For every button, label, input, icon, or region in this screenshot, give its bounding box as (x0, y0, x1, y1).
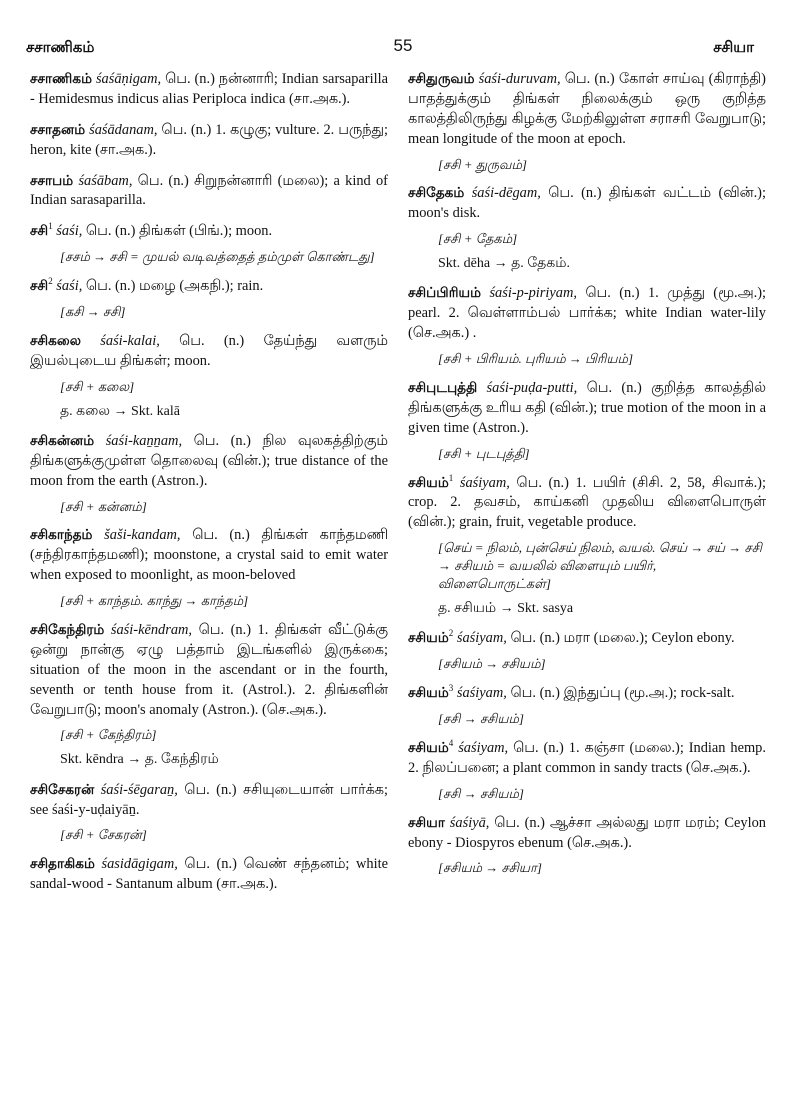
entry-text (30, 277, 388, 297)
transliteration: śaśi-śēgaraṉ, (100, 781, 178, 798)
dictionary-entry (30, 222, 388, 266)
homonym-number: 2 (448, 628, 454, 639)
dictionary-entry (408, 629, 766, 673)
page-number: 55 (393, 36, 413, 55)
entry-text (30, 332, 388, 372)
transliteration: śaśi-duruvam, (478, 71, 561, 87)
transliteration: šaši-kandam, (104, 527, 181, 544)
entry-text (30, 526, 388, 586)
entry-text (30, 781, 388, 821)
entry-text (408, 184, 766, 224)
definition: பெ. (n.) கோள் சாய்வு (கிராந்தி) பாதத்துக்கும் திங்கள் நிலைக்கும் ஒரு குறித்த காலத்திலிருந்து கிழக்கு மேற்கிலுள்ள சராசரி வேறுபாடு; mean longitude of the moon at epoch. (408, 71, 766, 147)
etymology: [சசி + தேகம்] (438, 231, 518, 247)
entry-text (408, 739, 766, 779)
entry-text (408, 684, 766, 704)
dictionary-entry (30, 70, 388, 110)
derivation-note: Skt. kēndra → த. கேந்திரம் (60, 752, 219, 768)
transliteration: śaśi-kaṉṉam, (105, 432, 183, 449)
transliteration: śaśi, (56, 278, 83, 295)
header-last-word: சசியா (713, 38, 754, 56)
etymology: [சசி → சசியம்] (438, 785, 524, 801)
derivation-note: த. கலை → Skt. kalā (60, 403, 180, 419)
headword: சசிகலை (30, 332, 82, 349)
definition: பெ. (n.) திங்கள் வட்டம் (வின்.); moon's disk. (408, 185, 766, 222)
etymology: [சசி → சசியம்] (438, 711, 524, 726)
etymology: [செய் = நிலம், புன்செய் நிலம், வயல். செய் → சய் → சசி → சசியம் = வயலில் விளையும் பயிர், விளைபொருட்கள்] (438, 540, 762, 592)
dictionary-entry (408, 184, 766, 273)
transliteration: śaśiyam, (456, 630, 507, 647)
entry-text (408, 379, 766, 439)
entry-text (30, 70, 388, 110)
dictionary-entry (408, 684, 766, 728)
homonym-number: 2 (48, 276, 53, 287)
definition: பெ. (n.) நில வுலகத்திற்கும் திங்களுக்குமுள்ள தொலைவு (வின்.); true distance of the moon from the earth (Astron.). (30, 432, 388, 489)
homonym-number: 1 (448, 472, 454, 483)
definition: பெ. (n.) நன்னாரி; Indian sarsaparilla - Hemidesmus indicus alias Periploca indica (சா.அக.). (30, 71, 388, 107)
dictionary-entry (30, 432, 388, 516)
transliteration: śaśābam, (78, 172, 133, 189)
headword: சசிப்பிரியம் (408, 285, 482, 302)
entry-text (408, 814, 766, 854)
transliteration: śaśi-dēgam, (471, 185, 541, 202)
columns (26, 70, 780, 906)
definition: பெ. (n.) ஆச்சா அல்லது மரா மரம்; Ceylon ebony - Diospyros ebenum (செ.அக.). (408, 814, 766, 851)
definition: பெ. (n.) சிறுநன்னாரி (மலை); a kind of Indian sarasaparilla. (30, 172, 388, 209)
derivation-note: Skt. dēha → த. தேகம். (438, 256, 571, 272)
definition: பெ. (n.) இந்துப்பு (மூ.அ.); rock-salt. (510, 685, 735, 702)
transliteration: śaśiyā, (449, 814, 490, 831)
definition: பெ. (n.) மழை (அகநி.); rain. (85, 278, 264, 295)
transliteration: śaśiyam, (459, 474, 510, 491)
definition: பெ. (n.) வெண் சந்தனம்; white sandal-wood - Santanum album (சா.அக.). (30, 856, 388, 893)
page-header (26, 20, 780, 70)
derivation-note: த. சசியம் → Skt. sasya (438, 601, 574, 616)
etymology: [சசி + துருவம்] (438, 156, 527, 172)
headword: சசிதேகம் (408, 185, 465, 202)
headword: சசிகாந்தம் (30, 527, 93, 544)
entry-text (408, 474, 766, 534)
headword: சசிகன்னம் (30, 432, 95, 449)
transliteration: śaśiyam, (456, 685, 507, 702)
entry-text (30, 621, 388, 720)
dictionary-entry (30, 526, 388, 610)
entry-text (30, 222, 388, 242)
entry-text (408, 629, 766, 649)
entry-text (408, 70, 766, 150)
transliteration: śaśi-kalai, (100, 332, 160, 349)
definition: பெ. (n.) 1. திங்கள் வீட்டுக்கு ஒன்று நான்கு ஏழு பத்தாம் இடங்களில் இருக்கை; situation of the moon in the ascendant or in the fourth, seventh or tenth house from it. (Astrol.). 2. திங்களின் வேறுபாடு; moon's anomaly (Astron.). (செ.அக.). (30, 622, 388, 718)
etymology: [சசி + கேந்திரம்] (60, 727, 157, 743)
definition: பெ. (n.) 1. பயிர் (சிசி. 2, 58, சிவாக்.); crop. 2. தவசம், காய்கனி முதலிய விளைபொருள் (வின்.); grain, fruit, vegetable produce. (408, 474, 766, 531)
transliteration: śasidāgigam, (101, 856, 178, 873)
dictionary-entry (30, 121, 388, 161)
headword: சசிபுடபுத்தி (408, 380, 478, 396)
entry-text (408, 284, 766, 344)
etymology: [கசி → சசி] (60, 303, 126, 319)
headword: சசாணிகம் (30, 71, 93, 87)
transliteration: śaśiyam, (458, 739, 509, 756)
definition: பெ. (n.) தேய்ந்து வளரும் இயல்புடைய திங்கள்; moon. (30, 332, 388, 369)
dictionary-entry (30, 855, 388, 895)
etymology: [சசி + காந்தம். காந்து → காந்தம்] (60, 593, 249, 609)
headword: சசிசேகரன் (30, 781, 95, 798)
headword: சசிதுருவம் (408, 71, 475, 87)
etymology: [சசி + கலை] (60, 378, 135, 394)
headword: சசியா (408, 814, 445, 831)
homonym-number: 4 (448, 738, 454, 749)
entry-text (30, 172, 388, 212)
transliteration: śaśādanam, (89, 121, 158, 138)
transliteration: śaśi-puḍa-putti, (486, 380, 578, 396)
dictionary-entry (408, 284, 766, 368)
headword: சசிகேந்திரம் (30, 622, 105, 638)
definition: பெ. (n.) குறித்த காலத்தில் திங்களுக்கு உரிய கதி (வின்.); true motion of the moon in a given time (Astron.). (408, 380, 766, 436)
definition: பெ. (n.) திங்கள் காந்தமணி (சந்திரகாந்தமணி); moonstone, a crystal said to emit water when exposed to moonlight, as moon-beloved (30, 527, 388, 584)
transliteration: śaśi, (56, 223, 83, 240)
homonym-number: 1 (48, 221, 53, 232)
headword: சசியம் (408, 685, 449, 702)
headword: சசிதாகிகம் (30, 856, 95, 873)
etymology: [சசி + புடபுத்தி] (438, 445, 530, 461)
headword: சசாபம் (30, 172, 74, 189)
definition: பெ. (n.) 1. கழுகு; vulture. 2. பருந்து; heron, kite (சா.அக.). (30, 121, 388, 158)
etymology: [சசியம் → சசியம்] (438, 656, 546, 672)
etymology: [சசி + சேகரன்] (60, 827, 147, 843)
transliteration: śaśi-kēndram, (110, 622, 193, 638)
dictionary-entry (30, 172, 388, 212)
dictionary-entry (30, 277, 388, 321)
dictionary-entry (408, 379, 766, 463)
definition: பெ. (n.) திங்கள் (பிங்.); moon. (85, 223, 273, 240)
headword: சசாதனம் (30, 121, 86, 138)
headword: சசி (30, 278, 49, 295)
dictionary-entry (30, 781, 388, 845)
definition: பெ. (n.) 1. கஞ்சா (மலை.); Indian hemp. 2. நிலப்பனை; a plant common in sandy tracts (செ.அக.). (408, 739, 766, 776)
etymology: [சசி + கன்னம்] (60, 498, 147, 514)
dictionary-entry (408, 814, 766, 878)
headword: சசியம் (408, 739, 449, 756)
left-column (30, 70, 388, 906)
right-column (408, 70, 766, 906)
entry-text (30, 855, 388, 895)
headword: சசியம் (408, 474, 449, 491)
definition: பெ. (n.) 1. முத்து (மூ.அ.); pearl. 2. வெள்ளாம்பல் பார்க்க; white Indian water-lily (செ.அக.) . (408, 285, 766, 342)
homonym-number: 3 (448, 683, 454, 694)
definition: பெ. (n.) சசியுடையான் பார்க்க; see śaśi-y-uḍaiyāṉ. (30, 781, 388, 818)
dictionary-entry (30, 332, 388, 421)
dictionary-entry (408, 474, 766, 619)
etymology: [சசம் → சசி = முயல் வடிவத்தைத் தம்முள் கொண்டது] (60, 249, 375, 265)
dictionary-entry (408, 70, 766, 173)
entry-text (30, 121, 388, 161)
definition: பெ. (n.) மரா (மலை.); Ceylon ebony. (510, 630, 735, 647)
etymology: [சசி + பிரியம். புரியம் → பிரியம்] (438, 351, 634, 367)
transliteration: śaśi-p-piriyam, (489, 285, 577, 302)
headword: சசி (30, 223, 49, 240)
etymology: [சசியம் → சசியா] (438, 860, 542, 876)
entry-text (30, 432, 388, 492)
headword: சசியம் (408, 630, 449, 647)
dictionary-entry (30, 621, 388, 770)
dictionary-entry (408, 739, 766, 803)
transliteration: śaśāṇigam, (95, 71, 162, 87)
header-first-word: சசாணிகம் (26, 38, 95, 56)
